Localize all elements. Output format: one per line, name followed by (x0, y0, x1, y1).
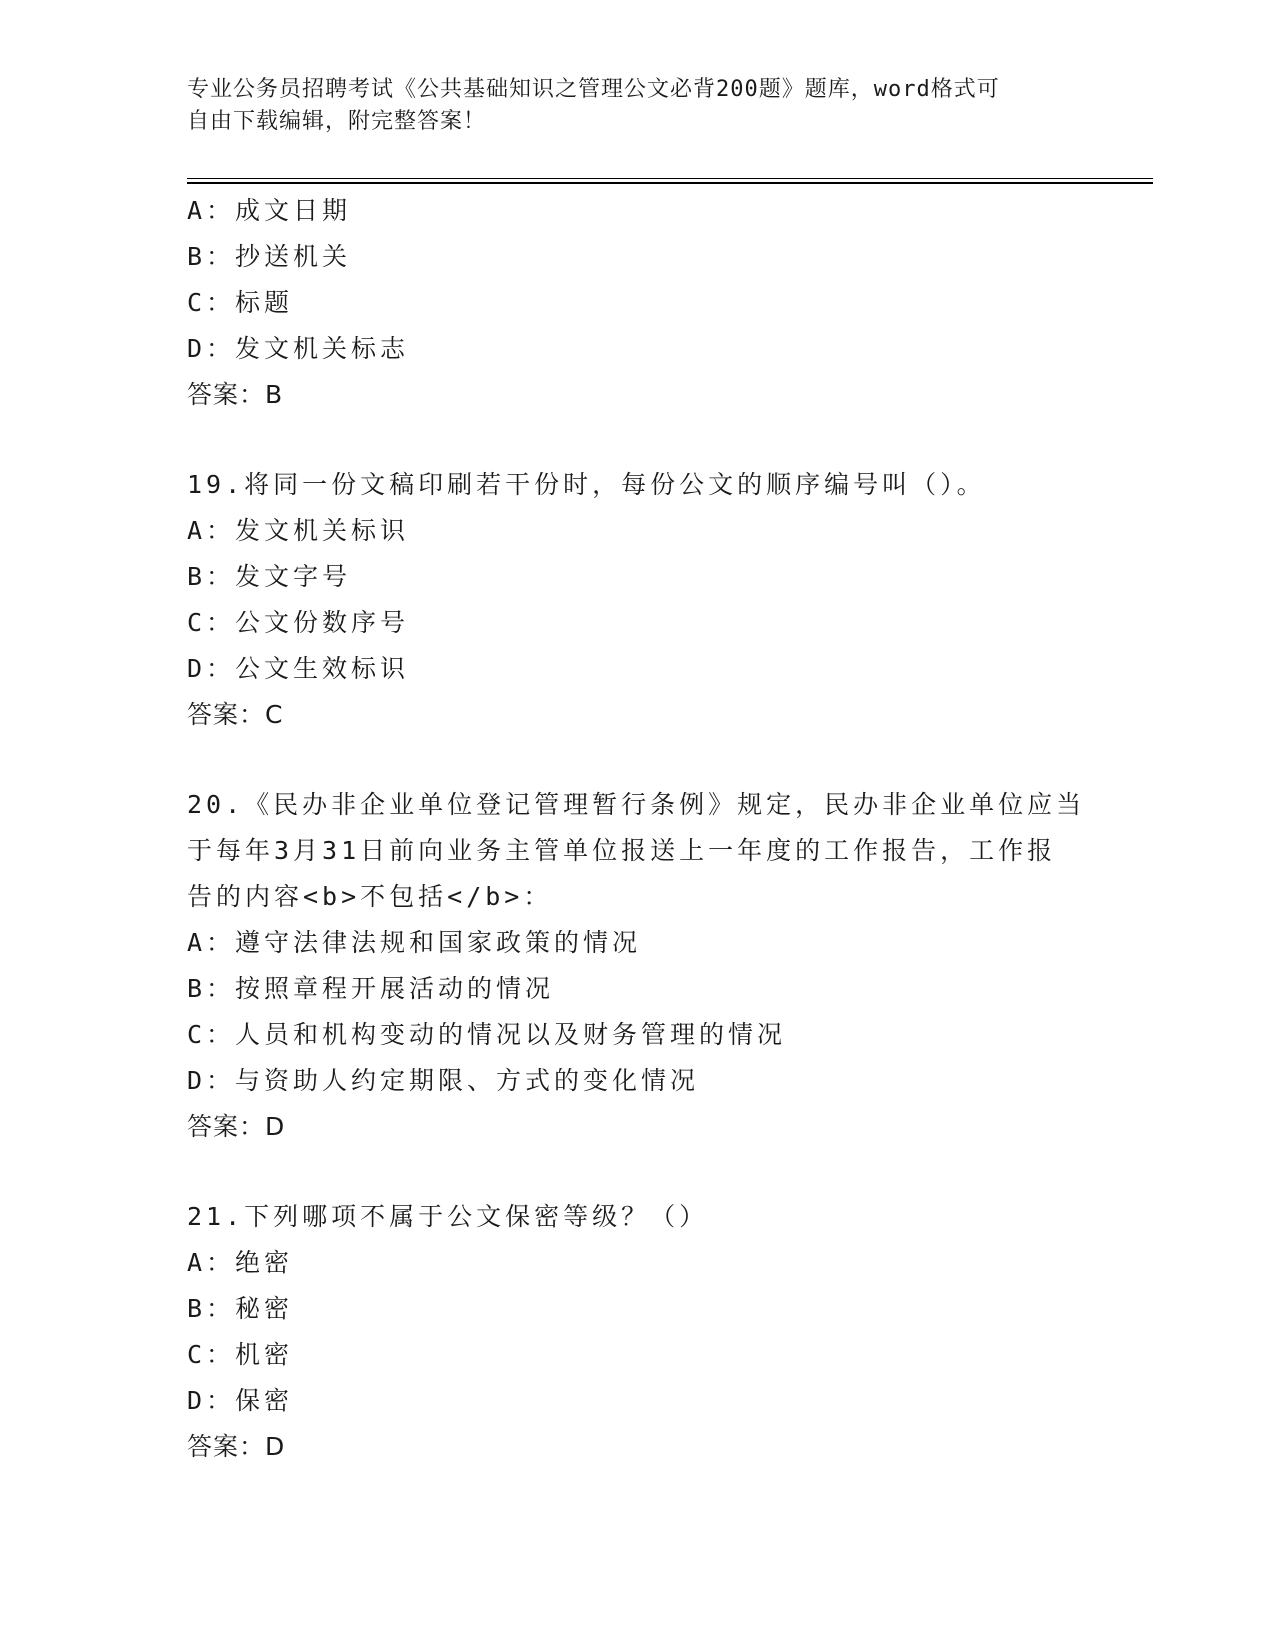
question-block-18 (187, 188, 1087, 418)
option-a: A：遵守法律法规和国家政策的情况 (187, 928, 642, 957)
question-text-line-2: 于每年3月31日前向业务主管单位报送上一年度的工作报告，工作报 (187, 836, 1057, 865)
spacer (187, 418, 1087, 462)
option-d: D：公文生效标识 (187, 654, 410, 683)
answer-line: 答案：B (187, 380, 284, 409)
question-text-line-3: 告的内容<b>不包括</b>： (187, 882, 553, 911)
option-c: C：机密 (187, 1340, 294, 1369)
option-b: B：抄送机关 (187, 242, 352, 271)
answer-line: 答案：D (187, 1432, 286, 1461)
spacer (187, 738, 1087, 782)
option-c: C：标题 (187, 288, 294, 317)
question-text-line-1: 20.《民办非企业单位登记管理暂行条例》规定，民办非企业单位应当 (187, 790, 1086, 819)
header-divider-thin (187, 178, 1153, 179)
document-header (187, 74, 1077, 138)
header-line-1: 专业公务员招聘考试《公共基础知识之管理公文必背200题》题库，word格式可 (187, 77, 1000, 102)
option-b: B：按照章程开展活动的情况 (187, 974, 555, 1003)
option-d: D：发文机关标志 (187, 334, 410, 363)
spacer (187, 1150, 1087, 1194)
header-divider-thick (187, 182, 1153, 184)
option-a: A：发文机关标识 (187, 516, 410, 545)
option-c: C：公文份数序号 (187, 608, 410, 637)
header-line-2: 自由下载编辑，附完整答案！ (187, 109, 487, 134)
question-text: 19.将同一份文稿印刷若干份时，每份公文的顺序编号叫（）。 (187, 470, 986, 499)
option-d: D：保密 (187, 1386, 294, 1415)
option-a: A：绝密 (187, 1248, 294, 1277)
question-text: 21.下列哪项不属于公文保密等级？（） (187, 1202, 709, 1231)
question-block-20 (187, 782, 1087, 1150)
question-block-21 (187, 1194, 1087, 1470)
question-list (187, 188, 1087, 1470)
option-b: B：发文字号 (187, 562, 352, 591)
answer-line: 答案：C (187, 700, 284, 729)
question-block-19 (187, 462, 1087, 738)
option-a: A：成文日期 (187, 196, 352, 225)
answer-line: 答案：D (187, 1112, 286, 1141)
option-d: D：与资助人约定期限、方式的变化情况 (187, 1066, 700, 1095)
option-b: B：秘密 (187, 1294, 294, 1323)
option-c: C：人员和机构变动的情况以及财务管理的情况 (187, 1020, 787, 1049)
